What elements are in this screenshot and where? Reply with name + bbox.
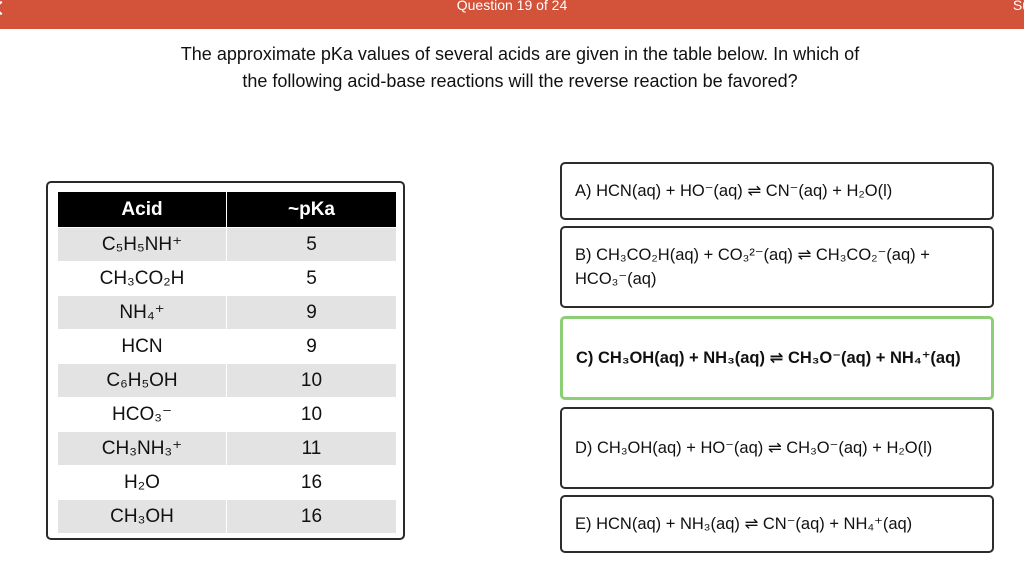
answer-option-c-text: C) CH₃OH(aq) + NH₃(aq) ⇌ CH₃O⁻(aq) + NH₄⁺(aq): [576, 349, 961, 367]
table-row: [58, 330, 396, 363]
table-row: [58, 432, 396, 465]
acid-cell: H₂O: [58, 466, 226, 499]
answer-option-a-text: A) HCN(aq) + HO⁻(aq) ⇌ CN⁻(aq) + H₂O(l): [575, 182, 893, 200]
acid-cell: CH₃CO₂H: [58, 262, 226, 295]
answer-option-b[interactable]: [560, 226, 994, 308]
acid-cell: NH₄⁺: [58, 296, 226, 329]
answer-option-e-text: E) HCN(aq) + NH₃(aq) ⇌ CN⁻(aq) + NH₄⁺(aq): [575, 515, 913, 533]
pka-cell: 5: [226, 262, 396, 295]
pka-cell: 10: [226, 364, 396, 397]
table-row: [58, 364, 396, 397]
pka-cell: 16: [226, 466, 396, 499]
table-row: [58, 398, 396, 431]
pka-cell: 16: [226, 500, 396, 533]
answer-option-e[interactable]: [560, 495, 994, 553]
acid-cell: HCO₃⁻: [58, 398, 226, 431]
answer-option-a[interactable]: [560, 162, 994, 220]
table-row: [58, 228, 396, 261]
table-row: [58, 296, 396, 329]
acid-cell: HCN: [58, 330, 226, 363]
table-row: [58, 262, 396, 295]
header-pka: ~pKa: [226, 192, 396, 227]
pka-cell: 9: [226, 330, 396, 363]
table-row: [58, 466, 396, 499]
table-row: [58, 500, 396, 533]
pka-cell: 9: [226, 296, 396, 329]
pka-cell: 11: [226, 432, 396, 465]
submit-button[interactable]: Su: [1012, 0, 1030, 13]
acid-cell: CH₃NH₃⁺: [58, 432, 226, 465]
acid-cell: CH₃OH: [58, 500, 226, 533]
answer-option-d-text: D) CH₃OH(aq) + HO⁻(aq) ⇌ CH₃O⁻(aq) + H₂O(l): [575, 439, 933, 457]
header-acid: Acid: [58, 192, 226, 227]
pka-cell: 10: [226, 398, 396, 431]
answer-option-b-text: B) CH₃CO₂H(aq) + CO₃²⁻(aq) ⇌ CH₃CO₂⁻(aq) + HCO₃⁻(aq): [575, 246, 930, 288]
answer-option-d[interactable]: [560, 407, 994, 489]
question-text: The approximate pKa values of several acids are given in the table below. In which of the following acid-base reactions will the reverse reaction be favored?: [180, 44, 860, 91]
pka-table-frame: [46, 181, 405, 540]
acid-cell: C₆H₅OH: [58, 364, 226, 397]
pka-cell: 5: [226, 228, 396, 261]
answer-option-c[interactable]: [560, 316, 994, 400]
question-counter: Question 19 of 24: [456, 0, 568, 13]
pka-table: [58, 191, 396, 534]
top-bar: [0, 0, 1030, 29]
acid-cell: C₅H₅NH⁺: [58, 228, 226, 261]
